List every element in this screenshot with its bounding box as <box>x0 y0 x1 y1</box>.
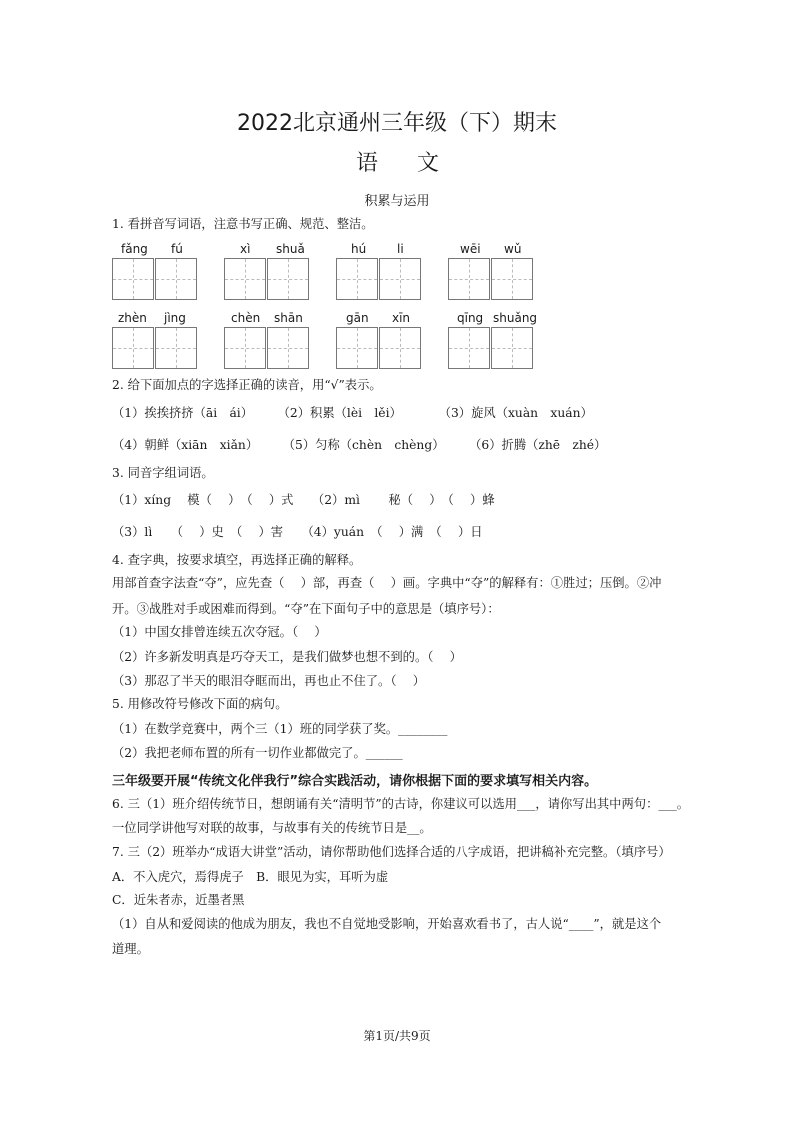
question-6-line-2: 一位同学讲他写对联的故事，与故事有关的传统节日是__。 <box>112 821 432 835</box>
pinyin-label: chèn <box>231 311 261 325</box>
writing-box[interactable] <box>224 327 266 369</box>
question-4-sentence-1: （1）中国女排曾连续五次夺冠。（ ） <box>112 625 327 639</box>
pinyin-label: qīng <box>457 311 484 325</box>
writing-box[interactable] <box>267 258 309 300</box>
question-7-option-a: A．不入虎穴，焉得虎子 B．眼见为实，耳听为虚 <box>112 870 389 884</box>
writing-box[interactable] <box>491 258 533 300</box>
question-3-line-2: （3）lì （ ）史 （ ）害 （4）yuán （ ）满 （ ）日 <box>112 525 483 539</box>
pinyin-label: fǎng <box>121 242 148 256</box>
pinyin-label: wǔ <box>504 242 522 256</box>
writing-box[interactable] <box>379 327 421 369</box>
writing-box[interactable] <box>336 327 378 369</box>
pinyin-label: jìng <box>164 311 186 325</box>
question-7-sentence-1-cont: 道理。 <box>112 942 149 956</box>
pinyin-label: zhèn <box>118 311 147 325</box>
writing-box[interactable] <box>267 327 309 369</box>
pinyin-label: wēi <box>460 242 481 256</box>
page-footer: 第1页/共9页 <box>363 1029 431 1043</box>
question-2-text: 2. 给下面加点的字选择正确的读音，用“√”表示。 <box>112 378 382 392</box>
pinyin-label: shuǎ <box>276 242 305 256</box>
activity-heading: 三年级要开展“传统文化伴我行”综合实践活动，请你根据下面的要求填写相关内容。 <box>112 774 598 789</box>
writing-box[interactable] <box>379 258 421 300</box>
subject-char-1: 语 <box>356 151 379 176</box>
pinyin-label: shuǎng <box>493 311 538 325</box>
question-6-line-1: 6. 三（1）班介绍传统节日，想朗诵有关“清明节”的古诗，你建议可以选用___，请你写出其中两句：___。 <box>112 797 690 811</box>
writing-box[interactable] <box>448 327 490 369</box>
question-4-line-1: 用部首查字法查“夺”，应先查（ ）部，再查（ ）画。字典中“夺”的解释有：①胜过；压倒。②冲 <box>112 576 662 590</box>
pinyin-label: xīn <box>392 311 411 325</box>
question-5-text: 5. 用修改符号修改下面的病句。 <box>112 697 288 711</box>
writing-box[interactable] <box>155 258 197 300</box>
question-4-text: 4. 查字典，按要求填空，再选择正确的解释。 <box>112 553 362 567</box>
page-title: 2022北京通州三年级（下）期末 <box>237 111 557 136</box>
writing-box[interactable] <box>224 258 266 300</box>
writing-box[interactable] <box>155 327 197 369</box>
writing-box[interactable] <box>336 258 378 300</box>
question-4-sentence-2: （2）许多新发明真是巧夺天工，是我们做梦也想不到的。（ ） <box>112 650 462 664</box>
question-3-line-1: （1）xíng 模（ ） （ ）式 （2）mì 秘（ ） （ ）蜂 <box>112 493 495 507</box>
subject-char-2: 文 <box>417 151 440 176</box>
question-2-line-2: （4）朝鲜（xiān xiǎn） （5）匀称（chèn chèng） （6）折腾（zhē zhé） <box>112 438 607 452</box>
question-4-sentence-3: （3）那忍了半天的眼泪夺眶而出，再也止不住了。（ ） <box>112 674 426 688</box>
section-title: 积累与运用 <box>364 194 430 209</box>
writing-box[interactable] <box>112 258 154 300</box>
question-7-line-1: 7. 三（2）班举办“成语大讲堂”活动，请你帮助他们选择合适的八字成语，把讲稿补充完整。（填序号） <box>112 845 671 859</box>
question-7-option-c: C．近朱者赤，近墨者黑 <box>112 893 245 907</box>
question-5-sentence-1: （1）在数学竞赛中，两个三（1）班的同学获了奖。________ <box>112 722 448 736</box>
writing-box[interactable] <box>112 327 154 369</box>
writing-box[interactable] <box>491 327 533 369</box>
question-4-line-2: 开。③战胜对手或困难而得到。“夺”在下面句子中的意思是（填序号）： <box>112 602 500 616</box>
question-2-line-1: （1）挨挨挤挤（āi ái） （2）积累（lèi lěi） （3）旋风（xuàn xuán） <box>112 406 593 420</box>
pinyin-label: gān <box>346 311 369 325</box>
writing-box[interactable] <box>448 258 490 300</box>
pinyin-label: xì <box>240 242 251 256</box>
question-5-sentence-2: （2）我把老师布置的所有一切作业都做完了。______ <box>112 746 403 760</box>
question-7-sentence-1: （1）自从和爱阅读的他成为朋友，我也不自觉地受影响，开始喜欢看书了，古人说“____”，就是这个 <box>112 917 662 931</box>
question-3-text: 3. 同音字组词语。 <box>112 466 214 480</box>
pinyin-label: fú <box>171 242 183 256</box>
pinyin-label: li <box>397 242 404 256</box>
pinyin-label: shān <box>274 311 303 325</box>
pinyin-label: hú <box>351 242 367 256</box>
question-1-text: 1. 看拼音写词语，注意书写正确、规范、整洁。 <box>112 217 374 231</box>
